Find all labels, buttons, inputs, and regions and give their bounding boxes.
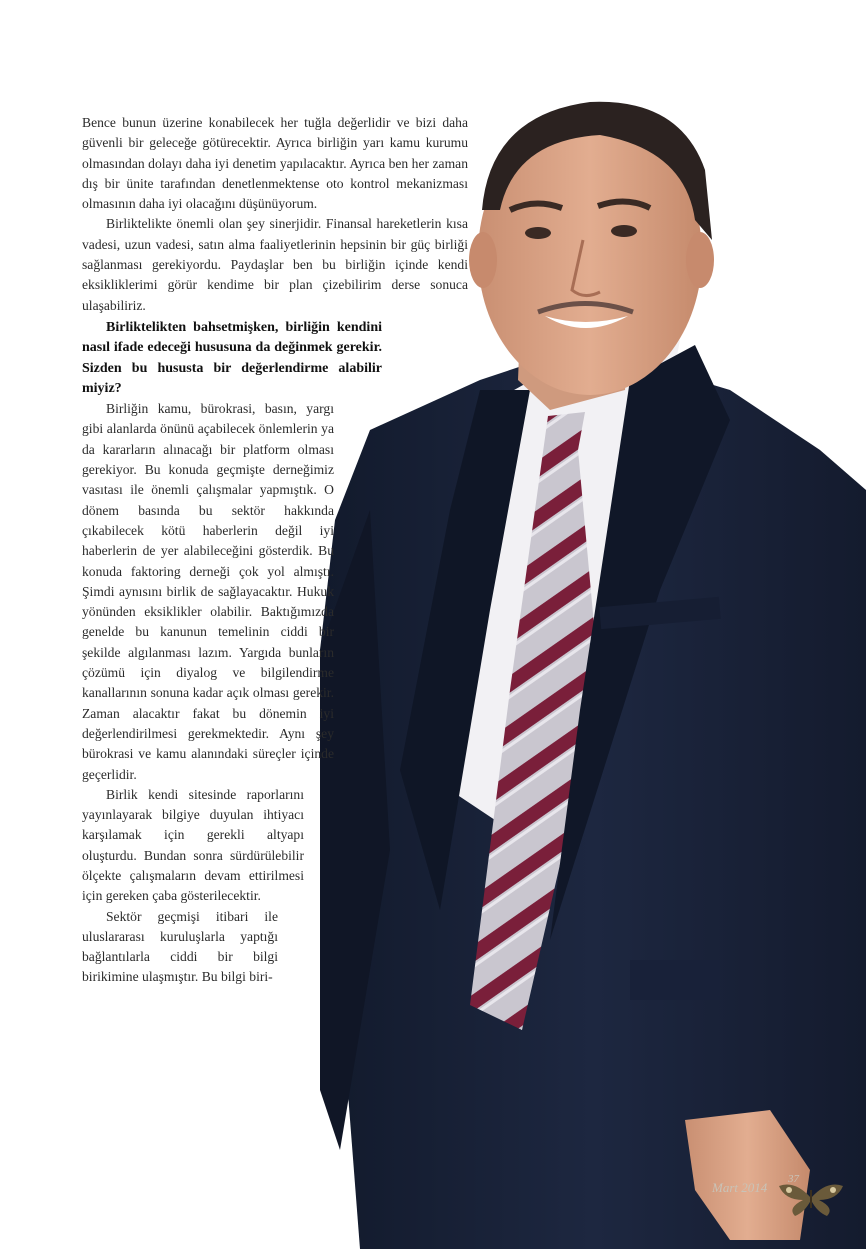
issue-month: Mart 2014 xyxy=(712,1180,768,1195)
butterfly-icon xyxy=(775,1178,847,1218)
article-paragraph: Birlik kendi sitesinde raporlarını yayınlayarak bilgiye duyulan ihtiyacı karşılamak için gerekli altyapı oluşturdu. Bundan sonra sürdürülebilir ölçekte çalışmaların devam ettirilmesi için gereken çaba gösterilecektir. xyxy=(82,786,304,904)
article-paragraph: Birliktelikte önemli olan şey sinerjidir. Finansal hareketlerin kısa vadesi, uzun vadesi, satın alma faaliyetlerinin hepsinin bir güç birliği sağlanması gerekiyordu. Paydaşlar ben bu birliğin içinde kendi eksikliklerimi görür kendime bir plan çizebilirim derse sonuca ulaşabiliriz. xyxy=(82,216,468,313)
article-paragraph: Birliğin kamu, bürokrasi, basın, yargı gibi alanlarda önünü açabilecek önlemlerin ya da kararların alınacağı bir platform olması gerekiyor. Bu konuda geçmişte derneğimiz vasıtası ile önemli çalışmalar yapmıştık. O dönem basında bu sektör hakkında çıkabilecek kötü haberlerin değil iyi haberlerin de yer alabileceğini gösterdik. Bu konuda faktoring derneği çok yol almıştı. Şimdi aynısını birlik de sağlayacaktır. Hukuk yönünden eksiklikler olabilir. Baktığımızda genelde bu kanunun temelinin ciddi bir şekilde algılanması lazım. Yargıda bunların çözümü için diyalog ve bilgilendirme kanallarının sonuna kadar açık olması gerekir. Zaman alacaktır fakat bu dönemin iyi değerlendirilmesi gerekmektedir. Aynı şey bürokrasi ve kamu alanındaki süreçler içinde geçerlidir. xyxy=(82,401,334,782)
article-paragraph: Bence bunun üzerine konabilecek her tuğla değerlidir ve bizi daha güvenli bir geleceğe götürecektir. Ayrıca birliğin yarı kamu kurumu olmasından dolayı daha iyi denetim yapılacaktır. Ayrıca ben her zaman dış bir ünite tarafından denetlenmektense oto kontrol mekanizması olmasının daha iyi olacağını düşünüyorum. xyxy=(82,115,468,212)
interview-question: Birliktelikten bahsetmişken, birliğin kendini nasıl ifade edeceği hususuna da değinmek gerekir. Sizden bu hususta bir değerlendirme alabilir miyiz? xyxy=(82,319,382,396)
article-paragraph: Sektör geçmişi itibari ile uluslararası kuruluşlarla yaptığı bağlantılarla ciddi bir bilgi birikimine ulaşmıştır. Bu bilgi biri- xyxy=(82,908,278,985)
page-number: 37 xyxy=(788,1173,799,1185)
article-text xyxy=(82,113,468,988)
